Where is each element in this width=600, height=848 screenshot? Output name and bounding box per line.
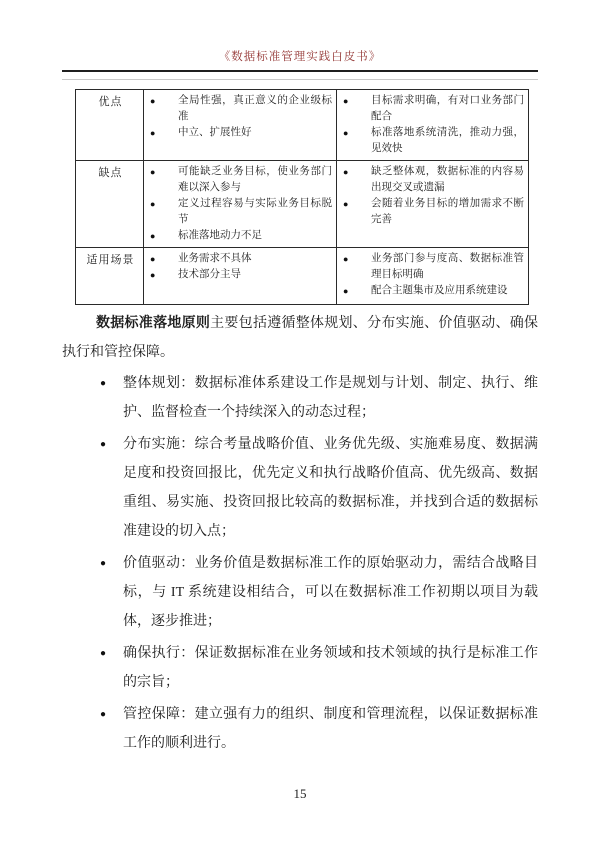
page-header — [0, 0, 600, 64]
row-label-disadvantages: 缺点 — [76, 161, 144, 248]
list-item — [150, 196, 332, 228]
bullet-icon: ● — [150, 231, 156, 241]
advantages-cell-right — [337, 90, 529, 161]
list-item-text: 全局性强，真正意义的企业级标准 — [178, 95, 332, 122]
bullet-icon: ● — [343, 128, 349, 138]
list-item-text: 中立、扩展性好 — [178, 127, 252, 138]
principle-text: 分布实施：综合考量战略价值、业务优先级、实施难易度、数据满足度和投资回报比，优先定义和执行战略价值高、优先级高、数据重组、易实施、投资回报比较高的数据标准，并找到合适的数据标准建设的切入点； — [123, 437, 538, 539]
principle-item-governance-assurance — [62, 700, 538, 758]
advantages-cell-left — [144, 90, 337, 161]
list-item — [343, 283, 524, 299]
table-row-advantages — [76, 90, 529, 161]
bullet-icon: ● — [150, 199, 156, 209]
table-row-scenarios — [76, 248, 529, 305]
list-item — [150, 164, 332, 196]
disadvantages-cell-left — [144, 161, 337, 248]
page-number: 15 — [293, 786, 307, 801]
list-item — [150, 267, 332, 283]
bullet-icon: ● — [150, 270, 156, 280]
list-item — [343, 93, 524, 125]
bullet-icon: ● — [150, 254, 156, 264]
intro-paragraph-rest: 主要包括遵循整体规划、分布实施、价值驱动、确保执行和管控保障。 — [62, 316, 539, 360]
list-item-text: 可能缺乏业务目标，使业务部门难以深入参与 — [178, 166, 332, 193]
list-item — [150, 228, 332, 244]
scenarios-cell-right — [337, 248, 529, 305]
list-item-text: 技术部分主导 — [178, 269, 241, 280]
intro-paragraph-lead: 数据标准落地原则 — [96, 316, 211, 331]
page-footer — [0, 786, 600, 802]
disadvantages-cell-right — [337, 161, 529, 248]
scenarios-cell-left — [144, 248, 337, 305]
bullet-icon: ● — [100, 378, 107, 389]
list-item-text: 会随着业务目标的增加需求不断完善 — [371, 198, 524, 225]
bullet-icon: ● — [343, 96, 349, 106]
table-row-disadvantages — [76, 161, 529, 248]
list-item-text: 目标需求明确，有对口业务部门配合 — [371, 95, 524, 122]
principle-text: 价值驱动：业务价值是数据标准工作的原始驱动力，需结合战略目标，与 IT 系统建设相结合，可以在数据标准工作初期以项目为载体，逐步推进； — [123, 556, 538, 629]
principle-text: 确保执行：保证数据标准在业务领域和技术领域的执行是标准工作的宗旨； — [123, 646, 538, 690]
list-item — [150, 251, 332, 267]
intro-paragraph — [62, 309, 538, 367]
list-item — [343, 164, 524, 196]
row-label-scenarios: 适用场景 — [76, 248, 144, 305]
principle-item-ensure-execution — [62, 639, 538, 697]
bullet-icon: ● — [100, 439, 107, 450]
bullet-icon: ● — [100, 558, 107, 569]
list-item-text: 标准落地动力不足 — [178, 230, 262, 241]
header-rule — [62, 70, 538, 80]
bullet-icon: ● — [343, 199, 349, 209]
bullet-icon: ● — [150, 128, 156, 138]
list-item — [343, 251, 524, 283]
list-item — [343, 125, 524, 157]
list-item — [150, 125, 332, 141]
bullet-icon: ● — [343, 254, 349, 264]
bullet-icon: ● — [150, 96, 156, 106]
list-item-text: 配合主题集市及应用系统建设 — [371, 285, 508, 296]
principle-text: 整体规划：数据标准体系建设工作是规划与计划、制定、执行、维护、监督检查一个持续深入的动态过程； — [123, 376, 538, 420]
principle-item-overall-planning — [62, 369, 538, 427]
bullet-icon: ● — [150, 167, 156, 177]
list-item — [150, 93, 332, 125]
header-title: 《数据标准管理实践白皮书》 — [218, 51, 382, 63]
comparison-table — [75, 89, 529, 305]
list-item-text: 标准落地系统清洗，推动力强，见效快 — [371, 127, 524, 154]
list-item-text: 缺乏整体观，数据标准的内容易出现交叉或遗漏 — [371, 166, 524, 193]
bullet-icon: ● — [100, 648, 107, 659]
bullet-icon: ● — [100, 709, 107, 720]
list-item-text: 定义过程容易与实际业务目标脱节 — [178, 198, 332, 225]
list-item-text: 业务需求不具体 — [178, 253, 252, 264]
principle-item-value-driven — [62, 549, 538, 636]
row-label-advantages: 优点 — [76, 90, 144, 161]
principles-list — [62, 369, 538, 758]
list-item — [343, 196, 524, 228]
list-item-text: 业务部门参与度高、数据标准管理目标明确 — [371, 253, 524, 280]
bullet-icon: ● — [343, 286, 349, 296]
bullet-icon: ● — [343, 167, 349, 177]
principle-item-distributed-implementation — [62, 430, 538, 546]
principle-text: 管控保障：建立强有力的组织、制度和管理流程，以保证数据标准工作的顺利进行。 — [123, 707, 538, 751]
